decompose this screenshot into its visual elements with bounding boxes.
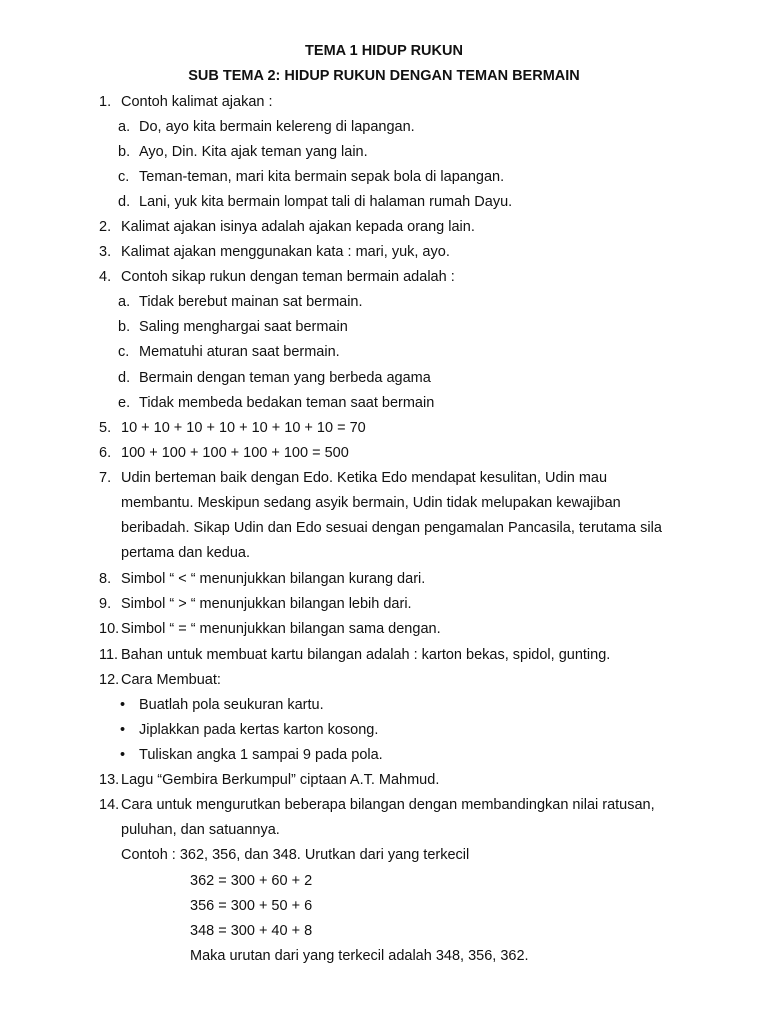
line-text: 348 = 300 + 40 + 8	[190, 923, 313, 939]
line-text: 10 + 10 + 10 + 10 + 10 + 10 + 10 = 70	[121, 420, 366, 436]
list-marker: 9.	[99, 596, 112, 612]
line-text: Simbol “ = “ menunjukkan bilangan sama dengan.	[121, 621, 441, 637]
line-text: Tuliskan angka 1 sampai 9 pada pola.	[139, 747, 383, 763]
line-text: Jiplakkan pada kertas karton kosong.	[139, 722, 379, 738]
line-text: Maka urutan dari yang terkecil adalah 348, 356, 362.	[190, 948, 529, 964]
list-marker: d.	[118, 370, 131, 386]
list-marker: d.	[118, 194, 131, 210]
list-marker: e.	[118, 395, 131, 411]
line-text: beribadah. Sikap Udin dan Edo sesuai dengan pengamalan Pancasila, terutama sila	[121, 520, 662, 536]
list-marker: b.	[118, 144, 131, 160]
line-text: 100 + 100 + 100 + 100 + 100 = 500	[121, 445, 349, 461]
list-marker: 13.	[99, 772, 120, 788]
list-marker: 14.	[99, 797, 120, 813]
line-text: 362 = 300 + 60 + 2	[190, 873, 313, 889]
line-text: 356 = 300 + 50 + 6	[190, 898, 313, 914]
list-marker: 3.	[99, 244, 112, 260]
list-marker: 7.	[99, 470, 112, 486]
list-marker: b.	[118, 319, 131, 335]
document-title: TEMA 1 HIDUP RUKUN	[305, 43, 463, 59]
line-text: puluhan, dan satuannya.	[121, 822, 280, 838]
line-text: Tidak berebut mainan sat bermain.	[139, 294, 363, 310]
line-text: Mematuhi aturan saat bermain.	[139, 344, 340, 360]
line-text: Cara untuk mengurutkan beberapa bilangan dengan membandingkan nilai ratusan,	[121, 797, 655, 813]
line-text: Lagu “Gembira Berkumpul” ciptaan A.T. Mahmud.	[121, 772, 440, 788]
line-text: Do, ayo kita bermain kelereng di lapangan.	[139, 119, 415, 135]
list-marker: c.	[118, 344, 130, 360]
line-text: Contoh : 362, 356, dan 348. Urutkan dari yang terkecil	[121, 847, 470, 863]
bullet-marker: •	[120, 722, 126, 738]
line-text: Contoh kalimat ajakan :	[121, 94, 273, 110]
list-marker: 5.	[99, 420, 112, 436]
line-text: Saling menghargai saat bermain	[139, 319, 348, 335]
line-text: Kalimat ajakan menggunakan kata : mari, yuk, ayo.	[121, 244, 450, 260]
bullet-marker: •	[120, 697, 126, 713]
line-text: Kalimat ajakan isinya adalah ajakan kepada orang lain.	[121, 219, 475, 235]
line-text: Lani, yuk kita bermain lompat tali di halaman rumah Dayu.	[139, 194, 513, 210]
line-text: Simbol “ < “ menunjukkan bilangan kurang dari.	[121, 571, 426, 587]
list-marker: a.	[118, 119, 131, 135]
line-text: membantu. Meskipun sedang asyik bermain, Udin tidak melupakan kewajiban	[121, 495, 621, 511]
list-marker: 11.	[99, 647, 119, 663]
list-marker: 10.	[99, 621, 120, 637]
list-marker: 2.	[99, 219, 112, 235]
list-marker: c.	[118, 169, 130, 185]
list-marker: a.	[118, 294, 131, 310]
line-text: Teman-teman, mari kita bermain sepak bola di lapangan.	[139, 169, 505, 185]
line-text: Ayo, Din. Kita ajak teman yang lain.	[139, 144, 368, 160]
line-text: Cara Membuat:	[121, 672, 221, 688]
bullet-marker: •	[120, 747, 126, 763]
line-text: Contoh sikap rukun dengan teman bermain adalah :	[121, 269, 455, 285]
list-marker: 1.	[99, 94, 112, 110]
line-text: Tidak membeda bedakan teman saat bermain	[139, 395, 435, 411]
line-text: Bahan untuk membuat kartu bilangan adalah : karton bekas, spidol, gunting.	[121, 647, 611, 663]
list-marker: 6.	[99, 445, 112, 461]
document-subtitle: SUB TEMA 2: HIDUP RUKUN DENGAN TEMAN BERMAIN	[188, 68, 580, 84]
list-marker: 12.	[99, 672, 120, 688]
list-marker: 4.	[99, 269, 112, 285]
line-text: Udin berteman baik dengan Edo. Ketika Edo mendapat kesulitan, Udin mau	[121, 470, 608, 486]
line-text: pertama dan kedua.	[121, 545, 250, 561]
line-text: Simbol “ > “ menunjukkan bilangan lebih dari.	[121, 596, 412, 612]
line-text: Bermain dengan teman yang berbeda agama	[139, 370, 431, 386]
list-marker: 8.	[99, 571, 112, 587]
line-text: Buatlah pola seukuran kartu.	[139, 697, 324, 713]
